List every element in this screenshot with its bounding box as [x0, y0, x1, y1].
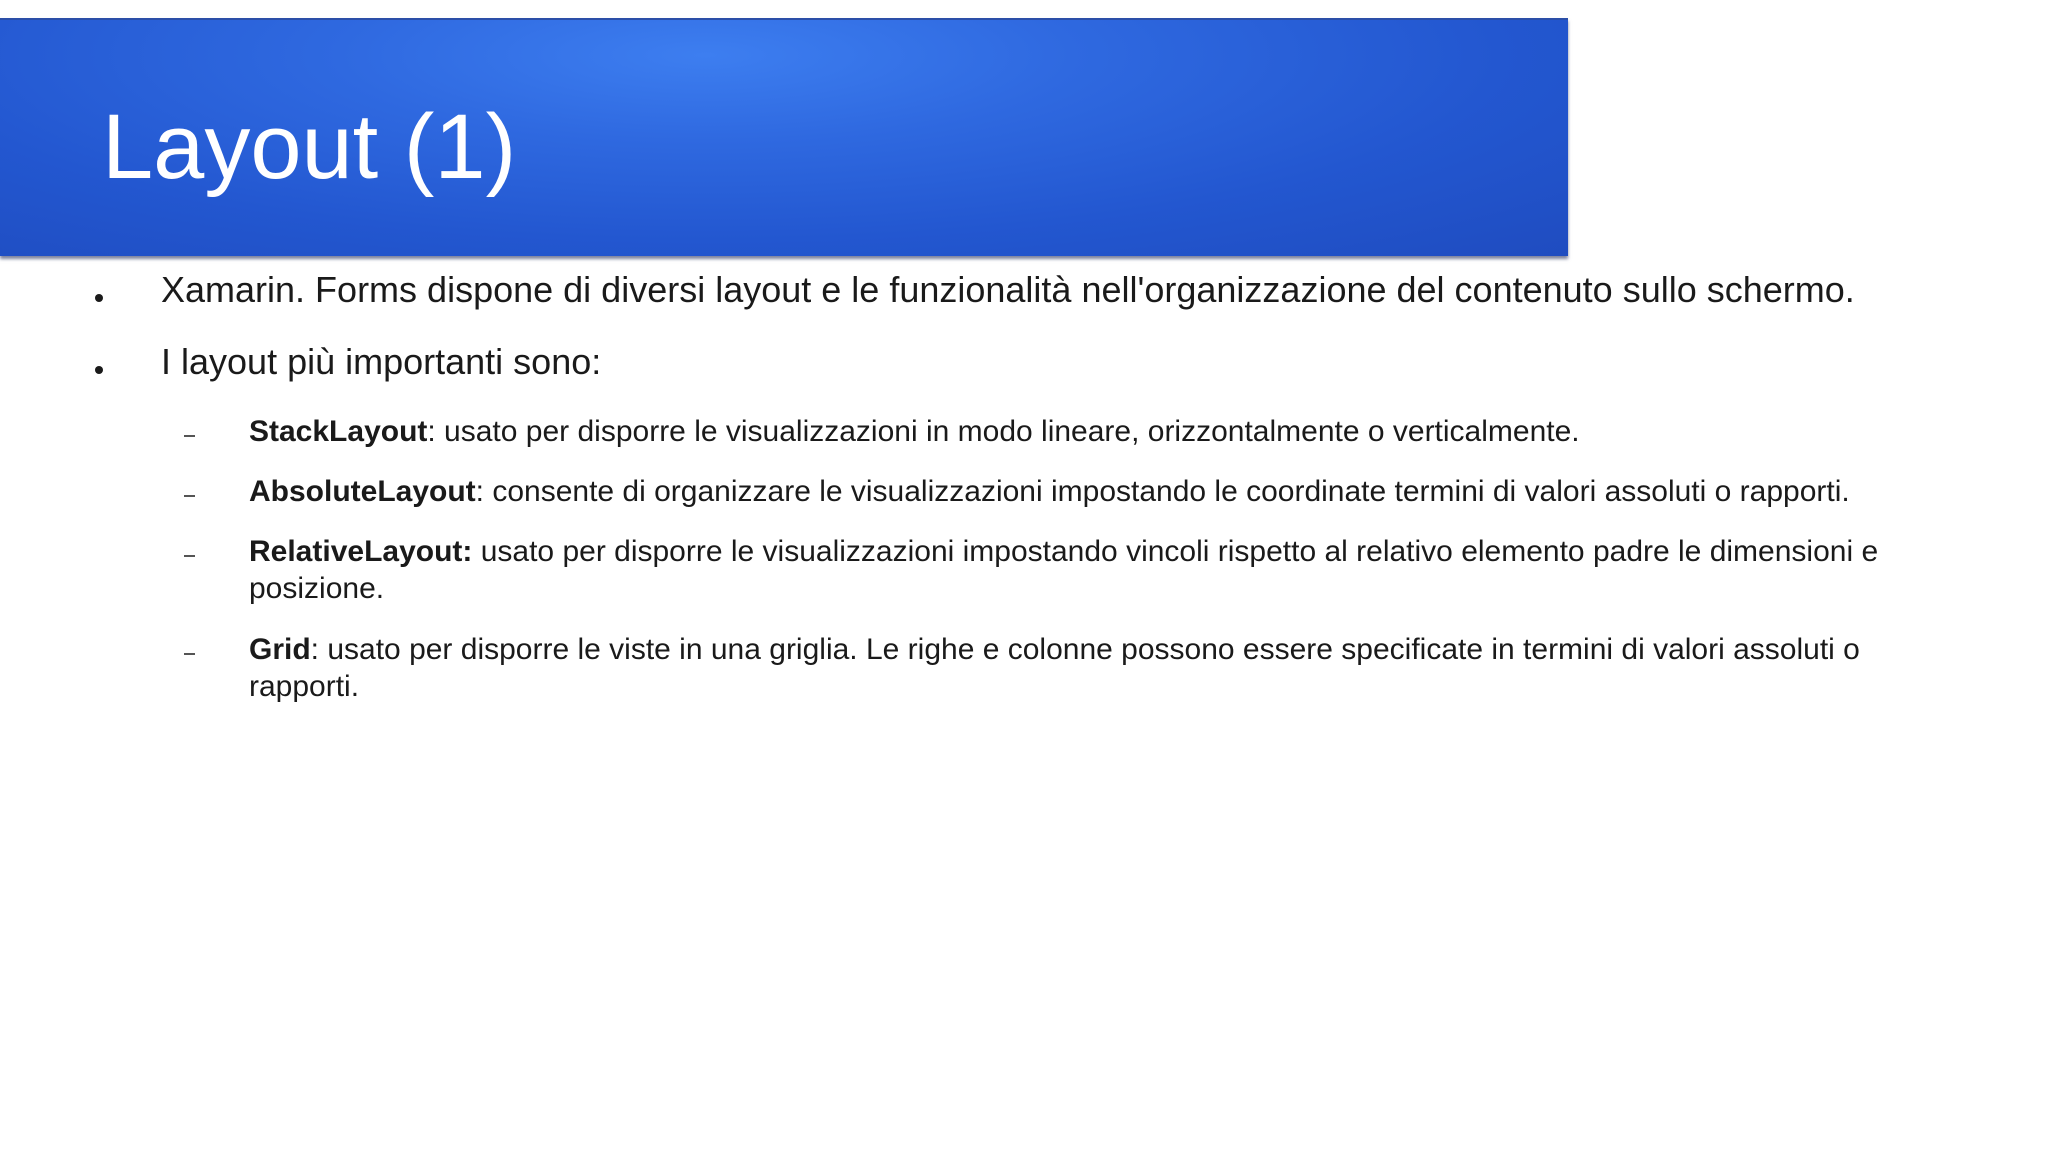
- sub-bullet-term: Grid: [249, 633, 311, 666]
- dash-icon: [184, 653, 195, 655]
- sub-bullet-term: AbsoluteLayout: [249, 475, 476, 508]
- sub-bullet-description: : usato per disporre le visualizzazioni in modo lineare, orizzontalmente o verticalmente.: [427, 415, 1580, 448]
- sub-bullet-description: : usato per disporre le viste in una griglia. Le righe e colonne possono essere specificate in termini di valori assoluti o rapporti.: [249, 633, 1860, 703]
- sub-bullet-term: StackLayout: [249, 415, 428, 448]
- bullet-dot-icon: [95, 366, 103, 374]
- slide-title: Layout (1): [102, 96, 517, 198]
- sub-bullet-text: [249, 473, 1919, 510]
- bullet-text: Xamarin. Forms dispone di diversi layout e le funzionalità nell'organizzazione del contenuto sullo schermo.: [161, 269, 1855, 310]
- sub-bullet-description: : consente di organizzare le visualizzazioni impostando le coordinate termini di valori assoluti o rapporti.: [475, 475, 1850, 508]
- sub-bullet-term: RelativeLayout:: [249, 535, 473, 568]
- sub-bullet-text: [249, 413, 1919, 450]
- dash-icon: [184, 555, 195, 557]
- title-band: [0, 18, 1568, 256]
- bullet-text: I layout più importanti sono:: [161, 341, 602, 382]
- sub-bullet-description: usato per disporre le visualizzazioni impostando vincoli rispetto al relativo elemento padre le dimensioni e posizione.: [249, 535, 1879, 605]
- sub-bullet-text: [249, 533, 1919, 607]
- dash-icon: [184, 435, 195, 437]
- bullet-dot-icon: [95, 294, 103, 302]
- dash-icon: [184, 495, 195, 497]
- sub-bullet-text: [249, 631, 1919, 705]
